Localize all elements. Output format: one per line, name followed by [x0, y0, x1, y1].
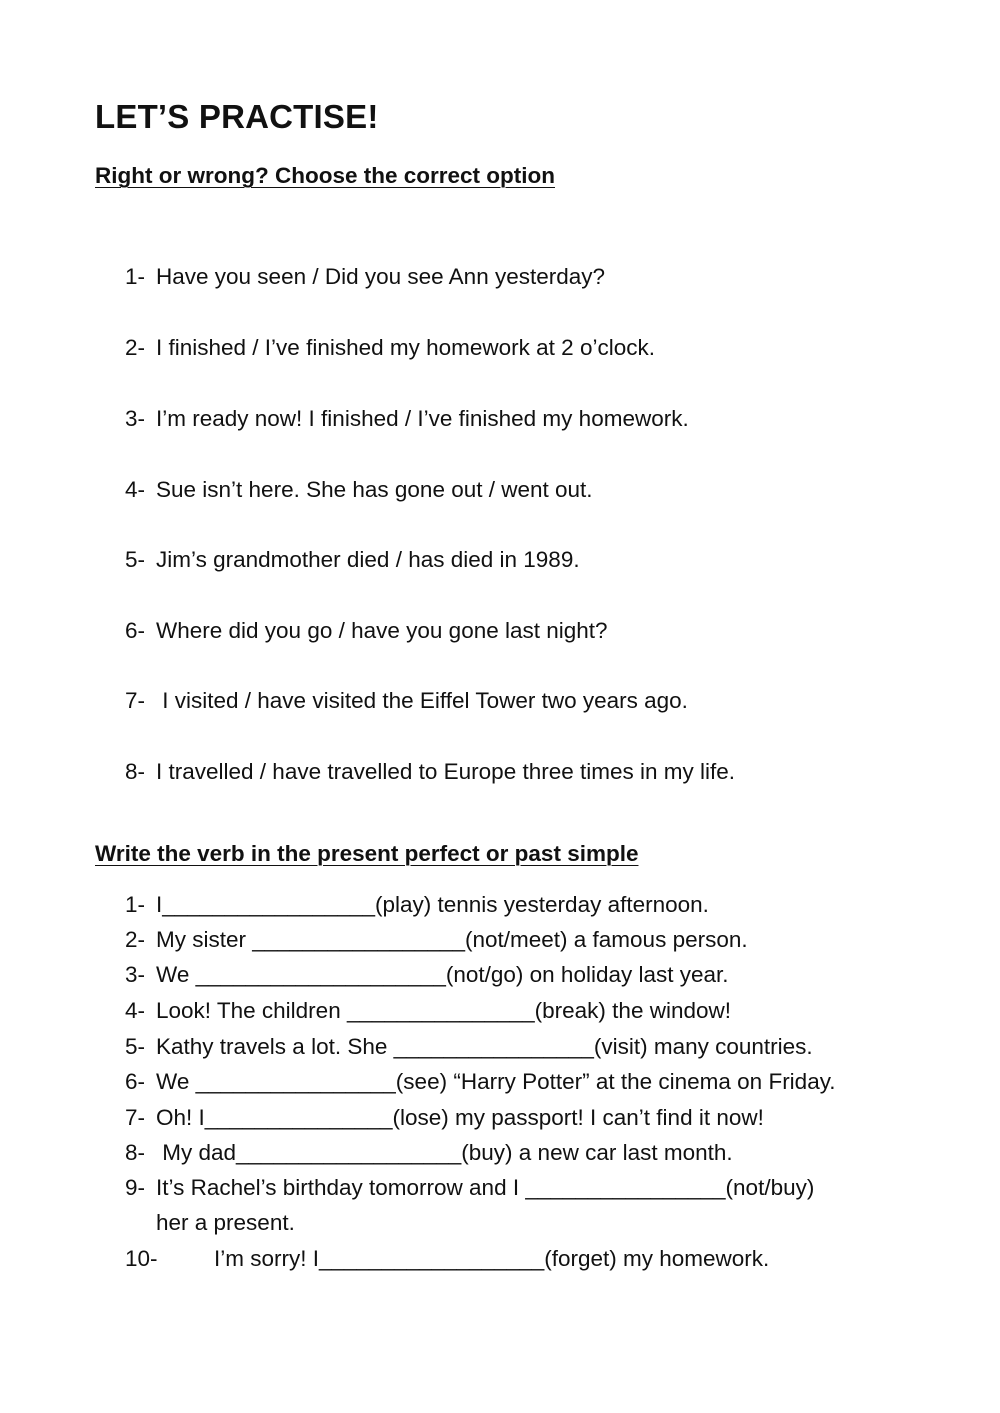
item-number: 7- [125, 1105, 146, 1130]
section2-heading: Write the verb in the present perfect or past simple [95, 841, 639, 866]
item-text-continuation: her a present. [156, 1210, 295, 1235]
item-number: 1- [125, 264, 146, 289]
list-item [125, 1029, 813, 1064]
item-number: 3- [125, 962, 146, 987]
page-title: LET’S PRACTISE! [95, 98, 379, 135]
item-number: 1- [125, 892, 146, 917]
list-item [125, 475, 593, 505]
item-number: 5- [125, 547, 146, 572]
list-item [125, 887, 709, 922]
item-text: Where did you go / have you gone last night? [156, 618, 608, 643]
list-item [125, 957, 729, 992]
list-item [125, 1135, 733, 1170]
item-text: We ____________________(not/go) on holiday last year. [156, 962, 729, 987]
item-number: 2- [125, 335, 146, 360]
item-number: 6- [125, 618, 146, 643]
item-text: Sue isn’t here. She has gone out / went out. [156, 477, 593, 502]
list-item [125, 757, 735, 787]
item-text: Look! The children _______________(break) the window! [156, 998, 731, 1023]
list-item [125, 993, 731, 1028]
item-text: Have you seen / Did you see Ann yesterday? [156, 264, 606, 289]
item-text: Jim’s grandmother died / has died in 1989. [156, 547, 580, 572]
list-item [125, 686, 688, 716]
list-item [125, 922, 748, 957]
item-text: I’m ready now! I finished / I’ve finished my homework. [156, 406, 689, 431]
item-text: I_________________(play) tennis yesterday afternoon. [156, 892, 709, 917]
item-number: 4- [125, 477, 146, 502]
item-number: 5- [125, 1034, 146, 1059]
list-item [125, 1100, 764, 1135]
item-number: 8- [125, 759, 146, 784]
item-text: We ________________(see) “Harry Potter” at the cinema on Friday. [156, 1069, 836, 1094]
item-number: 6- [125, 1069, 146, 1094]
list-item [125, 545, 580, 575]
list-item [125, 404, 689, 434]
item-number: 7- [125, 688, 146, 713]
item-text: I’m sorry! I__________________(forget) my homework. [214, 1246, 770, 1271]
item-number: 2- [125, 927, 146, 952]
section1-heading: Right or wrong? Choose the correct option [95, 163, 555, 188]
list-item [125, 1064, 836, 1099]
item-text: I visited / have visited the Eiffel Tower two years ago. [156, 688, 688, 713]
item-number: 3- [125, 406, 146, 431]
item-text: It’s Rachel’s birthday tomorrow and I ________________(not/buy) [156, 1175, 815, 1200]
list-item [125, 1241, 769, 1276]
item-text: My dad__________________(buy) a new car last month. [156, 1140, 733, 1165]
item-number: 9- [125, 1175, 146, 1200]
item-text: My sister _________________(not/meet) a famous person. [156, 927, 748, 952]
item-text: Kathy travels a lot. She ________________(visit) many countries. [156, 1034, 813, 1059]
list-item [125, 1170, 814, 1240]
item-text: I finished / I’ve finished my homework at 2 o’clock. [156, 335, 655, 360]
item-number: 4- [125, 998, 146, 1023]
list-item [125, 616, 608, 646]
item-text: I travelled / have travelled to Europe three times in my life. [156, 759, 736, 784]
item-number: 8- [125, 1140, 146, 1165]
list-item [125, 262, 605, 292]
list-item [125, 333, 655, 363]
item-text: Oh! I_______________(lose) my passport! I can’t find it now! [156, 1105, 764, 1130]
item-number: 10- [125, 1246, 158, 1271]
